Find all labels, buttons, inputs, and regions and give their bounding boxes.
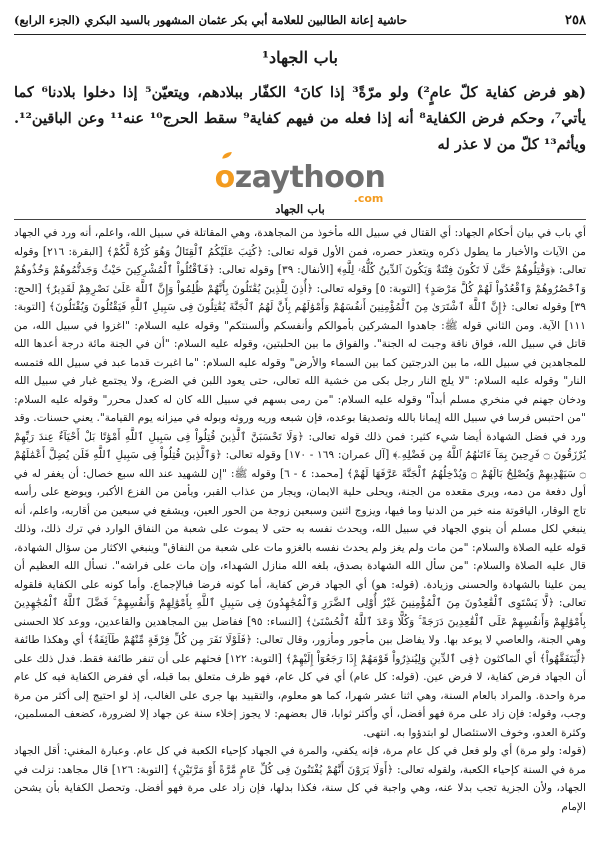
sharh-paragraph-1: أي باب في بيان أحكام الجهاد: أي القتال في سبيل الله مأخوذ من المجاهدة، وهي المقاتلة في سبيل الله، واعلم، أنه ورد في الجهاد من الآيات والأخبار ما يطول ذكره ويتعذر حصره، فمن الأول قوله تعالى: ﴿كُتِبَ عَلَيْكُمُ ٱلْقِتَالُ وَهُوَ كُرْهٌ لَّكُمْ﴾ [البقرة: ٢١٦] وقوله تعالى: ﴿وَقَٰتِلُوهُمْ حَتَّىٰ لَا تَكُونَ فِتْنَةٌ وَيَكُونَ ٱلدِّينُ كُلُّهُۥ لِلَّهِ﴾ [الأنفال: ٣٩] وقوله تعالى: ﴿فَٱقْتُلُواْ ٱلْمُشْرِكِينَ حَيْثُ وَجَدتُّمُوهُمْ وَخُذُوهُمْ وَٱحْصُرُوهُمْ وَٱقْعُدُواْ لَهُمْ كُلَّ مَرْصَدٍ﴾ [التوبة: ٥] وقوله تعالى: ﴿أُذِنَ لِلَّذِينَ يُقَٰتَلُونَ بِأَنَّهُمْ ظُلِمُواْ وَإِنَّ ٱللَّهَ عَلَىٰ نَصْرِهِمْ لَقَدِيرٌ﴾ [الحج: ٣٩] وقوله تعالى: ﴿إِنَّ ٱللَّهَ ٱشْتَرَىٰ مِنَ ٱلْمُؤْمِنِينَ أَنفُسَهُمْ وَأَمْوَٰلَهُم بِأَنَّ لَهُمُ ٱلْجَنَّةَ يُقَٰتِلُونَ فِى سَبِيلِ ٱللَّهِ فَيَقْتُلُونَ وَيُقْتَلُونَ﴾ [التوبة: ١١١] الآية. ومن الثاني قوله ﷺ: جاهدوا المشركين بأموالكم وأنفسكم وألسنتكم" وقوله عليه السلام: "اغزوا في سبيل الله، من قاتل في سبيل الله، فواق ناقة وجبت له الجنة". والفواق ما بين الحلبتين، وقوله عليه السلام: "أن في الجنة مائة درجة أعدها الله للمجاهدين في سبيل الله، ما بين الدرجتين كما بين السماء والأرض" وقوله عليه السلام: "ما اغبرت قدما عبد في سبيل الله فتمسه النار" وقوله عليه السلام: "لا يلج النار رجل بكى من خشية الله تعالى، حتى يعود اللبن في الضرع، ولا يجتمع غبار في سبيل الله ودخان جهنم في منخري مسلم أبداً" وقوله عليه السلام: "من رمى بسهم في سبيل الله كان له كعدل محرر" وقوله عليه السلام: "من احتبس فرسا في سبيل الله إيمانا بالله وتصديقا بوعده، فإن شبعه وريه وروثه وبوله في ميزانه يوم القيامة". يعني حسنات. وقد ورد في فضل الشهادة أيضا شيء كثير: فمن ذلك قوله تعالى: ﴿وَلَا تَحْسَبَنَّ ٱلَّذِينَ قُتِلُواْ فِى سَبِيلِ ٱللَّهِ أَمْوَٰتًا بَلْ أَحْيَآءٌ عِندَ رَبِّهِمْ يُرْزَقُونَ ۝ فَرِحِينَ بِمَآ ءَاتَىٰهُمُ ٱللَّهُ مِن فَضْلِهِۦ﴾ [آل عمران: ١٦٩ - ١٧٠] وقوله تعالى: ﴿وَٱلَّذِينَ قُتِلُواْ فِى سَبِيلِ ٱللَّهِ فَلَن يُضِلَّ أَعْمَٰلَهُمْ ۝ سَيَهْدِيهِمْ وَيُصْلِحُ بَالَهُمْ ۝ وَيُدْخِلُهُمُ ٱلْجَنَّةَ عَرَّفَهَا لَهُمْ﴾ [محمد: ٤ - ٦] وقوله ﷺ: "إن للشهيد عند الله سبع خصال: أن يغفر له في أول دفعة من دمه، ويرى مقعده من الجنة، ويحلى حلية الايمان، ويجار من عذاب القبر، ويأمن من الفزع الأكبر، ويوضع على رأسه تاج الوقار، الياقوتة منه خير من الدنيا وما فيها، ويزوج اثنين وسبعين زوجة من الحور العين، ويشفع في سبعين من أقاربه، واعلم، أنه ينبغي لكل مسلم أن ينوي الجهاد في سبيل الله، ويحدث نفسه به حتى لا يموت على شعبة من النفاق الوارد في ترك ذلك، وذلك قوله عليه الصلاة والسلام: "من مات ولم يغز ولم يحدث نفسه بالغزو مات على شعبة من النفاق" وينبغي الاكثار من سؤال الشهادة، قال عليه الصلاة والسلام: "من سأل الله الشهادة بصدق، بلغه الله منازل الشهداء، وإن مات على فراشه". نسأل الله العظيم أن يمن علينا بالشهادة والحسنى وزيادة. (قوله: هو) أي الجهاد فرض كفاية، أما كونه فرضا فبالإجماع. وأما كونه على الكفاية فلقوله تعالى: ﴿لَّا يَسْتَوِى ٱلْقَٰعِدُونَ مِنَ ٱلْمُؤْمِنِينَ غَيْرُ أُوْلِى ٱلضَّرَرِ وَٱلْمُجَٰهِدُونَ فِى سَبِيلِ ٱللَّهِ بِأَمْوَٰلِهِمْ وَأَنفُسِهِمْ ۚ فَضَّلَ ٱللَّهُ ٱلْمُجَٰهِدِينَ بِأَمْوَٰلِهِمْ وَأَنفُسِهِمْ عَلَى ٱلْقَٰعِدِينَ دَرَجَةً ۚ وَكُلًّا وَعَدَ ٱللَّهُ ٱلْحُسْنَىٰ﴾ [النساء: ٩٥] ففاضل بين المجاهدين والقاعدين، ووعد كلا الحسنى وهي الجنة، والعاصي لا يوعد بها. ولا يفاضل بين مأجور ومأزور، وقال تعالى: ﴿فَلَوْلَا نَفَرَ مِن كُلِّ فِرْقَةٍ مِّنْهُمْ طَآئِفَةٌ﴾ أي وهكذا طائفة ﴿لِّيَتَفَقَّهُواْ﴾ أي الماكثون ﴿فِى ٱلدِّينِ وَلِيُنذِرُواْ قَوْمَهُمْ إِذَا رَجَعُوٓاْ إِلَيْهِمْ﴾ [التوبة: ١٢٢] فحثهم على أن تنفر طائفة فقط. فدل ذلك على أن الجهاد فرض كفاية، لا فرض عين. (قوله: كل عام) أي في كل عام، فهو ظرف متعلق بما قبله، أي ففرض الكفاية فيه كل عام مرة واحدة. والمراد بالعام السنة، وهي اثنا عشر شهرا، كما هو معلوم، والتقييد بها جرى على الغالب، إذ لو احتيج إلى أكثر من مرة وجب، وقوله: فإن زاد على مرة فهو أفضل، أي وأكثر ثوابا، قال بعضهم: لا يجوز إخلاء سنة عن جهاد إلا لضرورة، كضعف المسلمين، وكثرة العدو، وخوف الاستئصال لو ابتدؤوا به. انتهى. <box>14 226 586 739</box>
header-rule <box>14 34 586 35</box>
matn-text <box>14 80 586 158</box>
sharh-title: باب الجهاد <box>275 202 325 216</box>
logo-name: zaythoon <box>234 160 386 195</box>
olive-leaf-icon <box>219 151 235 165</box>
page-number: ٢٥٨ <box>565 12 586 28</box>
chapter-title: باب الجهاد¹ <box>262 48 338 67</box>
logo-first-letter: o <box>214 160 235 195</box>
sharh-paragraph-2: (قوله: ولو مرة) أي ولو فعل في كل عام مرة، فإنه يكفي، والمرة في الجهاد كإحياء الكعبة في كل عام. وعبارة المغني: أقل الجهاد مرة في السنة كإحياء الكعبة، ولقوله تعالى: ﴿أَوَلَا يَرَوْنَ أَنَّهُمْ يُفْتَنُونَ فِى كُلِّ عَامٍ مَّرَّةً أَوْ مَرَّتَيْنِ﴾ [التوبة: ١٢٦] قال مجاهد: نزلت في الجهاد، ولأن الجزية تجب بدلا عنه، وهي واجبة في كل سنة، فكذا بدلها، فإن زاد على مرة فهو أفضل. وتحصل الكفاية بأن يشحن الإمام <box>14 744 586 813</box>
page-header <box>14 6 586 34</box>
logo-domain: .com <box>353 192 384 205</box>
logo-wrap <box>214 160 386 205</box>
watermark-logo <box>0 160 600 205</box>
running-title: حاشية إعانة الطالبين للعلامة أبي بكر عثمان المشهور بالسيد البكري (الجزء الرابع) <box>14 13 408 27</box>
logo-text <box>214 160 386 195</box>
sharh-text <box>14 224 586 838</box>
matn-paragraph: (هو فرض كفاية كلّ عامٍ²) ولو مرّةً³ إذا كانَ⁴ الكفّار ببلادهم، ويتعيّن⁵ إذا دخلوا بلادنا⁶ كما يأتي⁷، وحكم فرض الكفاية⁸ أنه إذا فعله من فيهم كفاية⁹ سقط الحرج¹⁰ عنه¹¹ وعن الباقين¹². ويأثم¹³ كلّ من لا عذر له <box>14 84 586 153</box>
sharh-rule <box>14 219 586 220</box>
